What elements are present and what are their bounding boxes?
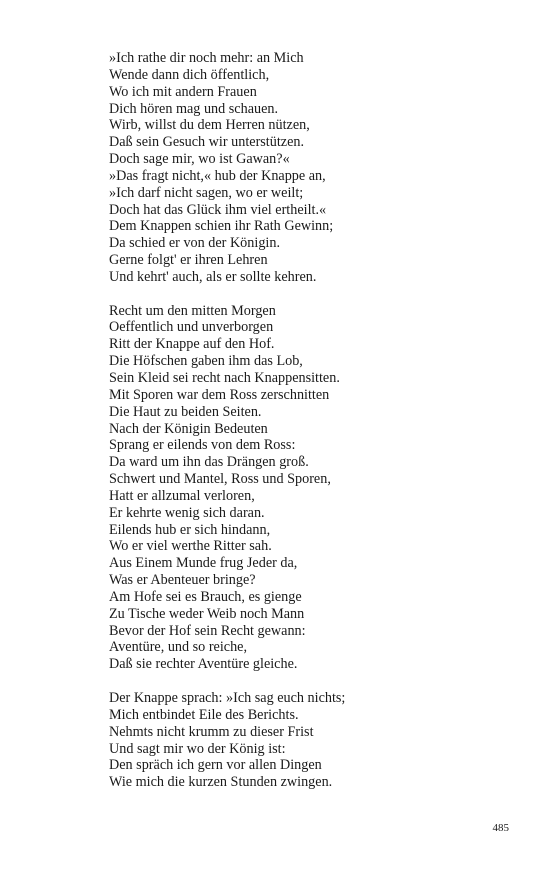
verse-line: Nach der Königin Bedeuten: [109, 420, 268, 437]
verse-line: Ritt der Knappe auf den Hof.: [109, 336, 275, 353]
verse-line: Nehmts nicht krumm zu dieser Frist: [109, 723, 314, 740]
verse-line: Hatt er allzumal verloren,: [109, 487, 255, 504]
verse-line: Aventüre, und so reiche,: [109, 639, 248, 656]
verse-line: Gerne folgt' er ihren Lehren: [109, 252, 268, 269]
verse-line: Dich hören mag und schauen.: [109, 100, 279, 117]
verse-line: Wo ich mit andern Frauen: [109, 83, 257, 100]
verse-line: Dem Knappen schien ihr Rath Gewinn;: [109, 218, 334, 235]
stanza-2: [109, 303, 529, 674]
verse-line: Wie mich die kurzen Stunden zwingen.: [109, 774, 333, 791]
verse-line: Sprang er eilends von dem Ross:: [109, 437, 296, 454]
verse-line: »Das fragt nicht,« hub der Knappe an,: [109, 167, 326, 184]
verse-line: Bevor der Hof sein Recht gewann:: [109, 622, 306, 639]
verse-line: Daß sein Gesuch wir unterstützen.: [109, 134, 305, 151]
verse-line: Und sagt mir wo der König ist:: [109, 740, 286, 757]
verse-line: Er kehrte wenig sich daran.: [109, 504, 265, 521]
verse-line: Schwert und Mantel, Ross und Sporen,: [109, 471, 331, 488]
verse-line: Die Haut zu beiden Seiten.: [109, 403, 262, 420]
verse-line: Sein Kleid sei recht nach Knappensitten.: [109, 369, 340, 386]
verse-line: Was er Abenteuer bringe?: [109, 572, 256, 589]
verse-line: Mich entbindet Eile des Berichts.: [109, 706, 299, 723]
verse-line: Doch hat das Glück ihm viel ertheilt.«: [109, 201, 327, 218]
verse-line: Und kehrt' auch, als er sollte kehren.: [109, 268, 317, 285]
verse-line: Da schied er von der Königin.: [109, 235, 280, 252]
verse-line: Recht um den mitten Morgen: [109, 302, 276, 319]
verse-line: Daß sie rechter Aventüre gleiche.: [109, 656, 298, 673]
verse-line: Wo er viel werthe Ritter sah.: [109, 538, 272, 555]
page-number: 485: [492, 822, 509, 834]
verse-line: Aus Einem Munde frug Jeder da,: [109, 555, 298, 572]
verse-line: Mit Sporen war dem Ross zerschnitten: [109, 386, 330, 403]
verse-line: »Ich darf nicht sagen, wo er weilt;: [109, 184, 304, 201]
verse-line: Am Hofe sei es Brauch, es gienge: [109, 588, 302, 605]
poem-text: [109, 50, 529, 808]
verse-line: »Ich rathe dir noch mehr: an Mich: [109, 50, 304, 66]
verse-line: Da ward um ihn das Drängen groß.: [109, 454, 309, 471]
stanza-3: [109, 690, 529, 791]
verse-line: Wende dann dich öffentlich,: [109, 66, 270, 83]
verse-line: Wirb, willst du dem Herren nützen,: [109, 117, 310, 134]
verse-line: Die Höfschen gaben ihm das Lob,: [109, 353, 303, 370]
verse-line: Der Knappe sprach: »Ich sag euch nichts;: [109, 689, 346, 706]
verse-line: Zu Tische weder Weib noch Mann: [109, 605, 305, 622]
verse-line: Eilends hub er sich hindann,: [109, 521, 271, 538]
verse-line: Den spräch ich gern vor allen Dingen: [109, 757, 322, 774]
verse-line: Oeffentlich und unverborgen: [109, 319, 274, 336]
stanza-1: [109, 50, 529, 286]
verse-line: Doch sage mir, wo ist Gawan?«: [109, 151, 290, 168]
